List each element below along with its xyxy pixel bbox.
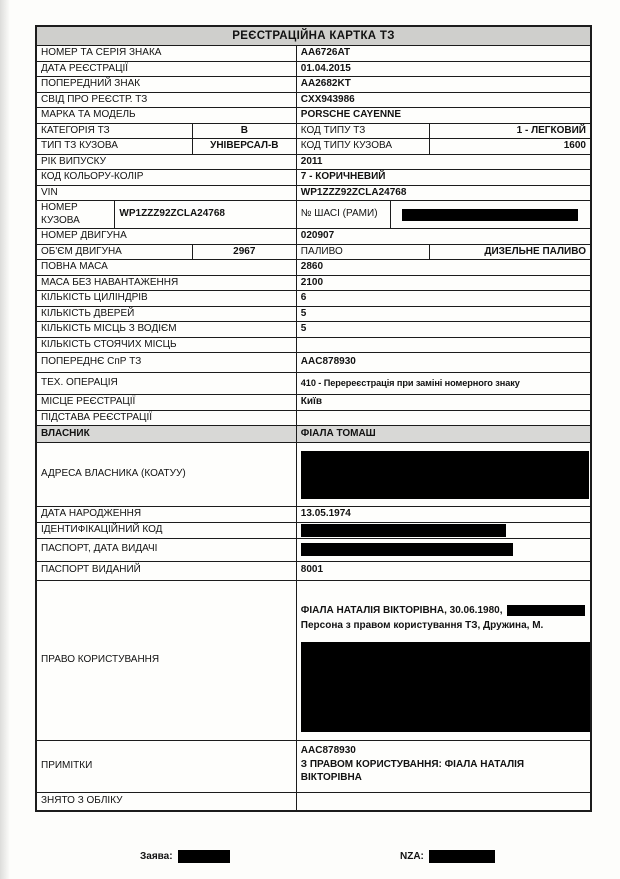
zayava-label: Заява: [140, 850, 173, 862]
field-value-redacted [296, 443, 590, 506]
field-row-vin [37, 185, 590, 201]
field-label: ПАЛИВО [296, 245, 429, 260]
field-value-redacted [296, 523, 590, 538]
field-label: КІЛЬКІСТЬ ДВЕРЕЙ [41, 307, 135, 319]
field-value: 410 - Перереєстрація при заміні номерного знаку [296, 373, 590, 394]
field-row-deregistered [37, 792, 590, 810]
field-label: ПРАВО КОРИСТУВАННЯ [41, 653, 160, 665]
field-row-engine-number [37, 228, 590, 244]
field-row-engine-volume [37, 244, 590, 260]
field-value: ФІАЛА ТОМАШ [296, 426, 590, 442]
field-value: 01.04.2015 [296, 62, 590, 77]
field-label: VIN [41, 186, 58, 198]
field-value [296, 338, 590, 353]
field-row-full-mass [37, 259, 590, 275]
field-label: АДРЕСА ВЛАСНИКА (КОАТУУ) [41, 468, 186, 480]
field-row-body-number [37, 200, 590, 228]
usage-right-text-1: ФІАЛА НАТАЛІЯ ВІКТОРІВНА, 30.06.1980, [300, 604, 503, 616]
redaction-bar [429, 850, 495, 863]
field-value: ДИЗЕЛЬНЕ ПАЛИВО [429, 245, 590, 260]
field-label: ТИП ТЗ КУЗОВА [41, 140, 118, 151]
field-label: МАРКА ТА МОДЕЛЬ [41, 109, 136, 120]
nza-label: NZA: [400, 850, 424, 862]
usage-right-line-2: Персона з правом користування ТЗ, Дружина, М. [300, 620, 544, 631]
field-label: ІДЕНТИФІКАЦІЙНИЙ КОД [41, 523, 163, 535]
field-label: КІЛЬКІСТЬ МІСЦЬ З ВОДІЄМ [41, 323, 177, 334]
field-value-redacted [296, 539, 590, 561]
field-value: 2860 [296, 260, 590, 275]
nza-annotation [400, 850, 495, 863]
field-label: ПАСПОРТ ВИДАНИЙ [41, 564, 141, 576]
field-row-empty-mass [37, 275, 590, 291]
zayava-annotation [140, 850, 230, 863]
field-value: AAC878930 [296, 353, 590, 372]
field-label: КОД КОЛЬОРУ-КОЛІР [41, 171, 144, 182]
redaction-bar [178, 850, 230, 863]
field-row-prev-plate [37, 76, 590, 92]
field-label: ТЕХ. ОПЕРАЦІЯ [41, 377, 118, 389]
field-label: ЗНЯТО З ОБЛІКУ [41, 794, 123, 806]
notes-line-1: AAC878930 [300, 744, 356, 756]
field-row-body-type [37, 138, 590, 154]
field-row-standing-places [37, 337, 590, 353]
field-label: КАТЕГОРІЯ ТЗ [41, 124, 110, 136]
field-label: РІК ВИПУСКУ [41, 155, 106, 167]
field-value: 2967 [192, 245, 296, 260]
field-value: УНІВЕРСАЛ-В [192, 139, 296, 154]
redaction-block [301, 642, 590, 732]
field-row-reg-place [37, 394, 590, 410]
field-row-color [37, 169, 590, 185]
field-row-plate [37, 45, 590, 61]
field-row-make-model [37, 107, 590, 123]
redaction-bar [402, 209, 578, 221]
field-value: 13.05.1974 [296, 507, 590, 522]
field-label: НОМЕР КУЗОВА [41, 202, 80, 226]
field-value: PORSCHE CAYENNE [296, 108, 590, 123]
field-value: 2011 [296, 155, 590, 170]
field-value: 020907 [296, 229, 590, 244]
field-row-usage-right [37, 580, 590, 740]
field-label: ПОПЕРЕДНИЙ ЗНАК [41, 78, 141, 89]
field-value: CXX943986 [296, 93, 590, 108]
field-label: КОД ТИПУ ТЗ [296, 124, 429, 139]
field-row-birth-date [37, 506, 590, 522]
field-label: НОМЕР ТА СЕРІЯ ЗНАКА [41, 47, 162, 58]
field-row-owner [37, 425, 590, 442]
field-label: СВІД ПРО РЕЄСТР. ТЗ [41, 93, 148, 105]
field-label: КІЛЬКІСТЬ ЦИЛІНДРІВ [41, 292, 148, 303]
field-label: МАСА БЕЗ НАВАНТАЖЕННЯ [41, 276, 179, 288]
field-label: ПОВНА МАСА [41, 261, 108, 272]
field-value [296, 741, 590, 792]
field-label: ОБ'ЄМ ДВИГУНА [41, 245, 122, 257]
field-row-tech-operation [37, 372, 590, 394]
field-row-passport-date [37, 538, 590, 561]
field-value: 7 - КОРИЧНЕВИЙ [296, 170, 590, 185]
redaction-bar [507, 605, 585, 616]
field-value: WP1ZZZ92ZCLA24768 [114, 201, 295, 228]
field-label: № ШАСІ (РАМИ) [296, 201, 390, 228]
field-label: НОМЕР ДВИГУНА [41, 230, 127, 241]
field-row-doors [37, 306, 590, 322]
field-row-owner-address [37, 442, 590, 506]
field-row-cylinders [37, 290, 590, 306]
field-label: ПОПЕРЕДНЄ СпР ТЗ [41, 356, 142, 368]
field-value-redacted [390, 201, 590, 228]
field-value: 2100 [296, 276, 590, 291]
field-row-category [37, 123, 590, 139]
field-row-seats [37, 321, 590, 337]
notes-line-2: З ПРАВОМ КОРИСТУВАННЯ: ФІАЛА НАТАЛІЯ ВІКТОРІВНА [300, 759, 525, 783]
field-row-year [37, 154, 590, 170]
usage-right-line-1 [301, 605, 585, 618]
field-value: 5 [296, 322, 590, 337]
field-value: Київ [296, 395, 590, 410]
field-value [296, 411, 590, 426]
field-label: ВЛАСНИК [41, 427, 90, 439]
redaction-bar [301, 524, 506, 537]
redaction-block [301, 451, 589, 499]
field-label: МІСЦЕ РЕЄСТРАЦІЇ [41, 396, 136, 407]
field-value: AA6726AT [296, 46, 590, 61]
field-label: ПРИМІТКИ [41, 759, 93, 771]
redaction-bar [301, 543, 513, 556]
field-row-reg-cert [37, 92, 590, 108]
field-label: КОД ТИПУ КУЗОВА [296, 139, 429, 154]
field-value: WP1ZZZ92ZCLA24768 [296, 186, 590, 201]
field-label: ПАСПОРТ, ДАТА ВИДАЧІ [41, 543, 158, 555]
field-label: ДАТА НАРОДЖЕННЯ [41, 508, 142, 519]
field-row-reg-basis [37, 410, 590, 426]
field-label: ПІДСТАВА РЕЄСТРАЦІЇ [41, 411, 153, 423]
field-value: 8001 [296, 562, 590, 580]
field-row-prev-cert [37, 352, 590, 372]
field-label: ДАТА РЕЄСТРАЦІЇ [41, 62, 129, 74]
field-label: КІЛЬКІСТЬ СТОЯЧИХ МІСЦЬ [41, 338, 177, 350]
field-value: AA2682KT [296, 77, 590, 92]
field-value-partially-redacted [296, 581, 590, 740]
field-row-reg-date [37, 61, 590, 77]
field-row-passport-issued [37, 561, 590, 580]
page-title: РЕЄСТРАЦІЙНА КАРТКА ТЗ [232, 29, 395, 42]
field-value [296, 793, 590, 810]
field-value: 1600 [429, 139, 590, 154]
field-value: В [192, 124, 296, 139]
footer-annotations [0, 846, 620, 866]
registration-card-table [35, 25, 592, 812]
field-value: 1 - ЛЕГКОВИЙ [429, 124, 590, 139]
field-value: 5 [296, 307, 590, 322]
field-row-notes [37, 740, 590, 792]
field-row-id-code [37, 522, 590, 538]
card-title-row [37, 27, 590, 45]
field-value: 6 [296, 291, 590, 306]
